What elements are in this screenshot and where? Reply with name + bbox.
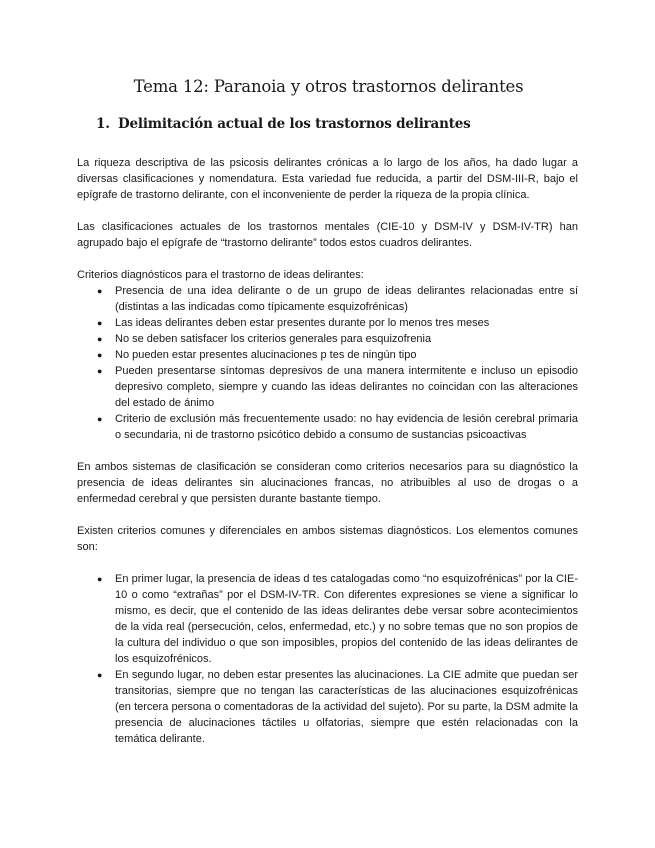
- paragraph-intro: La riqueza descriptiva de las psicosis delirantes crónicas a lo largo de los años, ha dado lugar a diversas clasificaciones y nomendatura. Esta variedad fue reducida, a partir del DSM-III-R, bajo el epígrafe de trastorno delirante, con el inconveniente de perder la riqueza de la propia clínica.: [77, 157, 578, 201]
- list-item: ● No se deben satisfacer los criterios generales para esquizofrenia: [97, 333, 432, 345]
- bullet-icon: ●: [97, 366, 103, 376]
- section-title: Delimitación actual de los trastornos delirantes: [118, 116, 471, 132]
- section-number: 1.: [96, 116, 110, 132]
- page-title: Tema 12: Paranoia y otros trastornos delirantes: [133, 77, 524, 96]
- bullet-icon: ●: [97, 574, 103, 584]
- bullet-icon: ●: [97, 414, 103, 424]
- list-item: ● Presencia de una idea delirante o de un grupo de ideas delirantes relacionadas entre sí (distintas a las indicadas como típicamente esquizofrénicas): [97, 285, 578, 313]
- paragraph-classifications: Las clasificaciones actuales de los trastornos mentales (CIE-10 y DSM-IV y DSM-IV-TR) han agrupado bajo el epígrafe de “trastorno delirante” todos estos cuadros delirantes.: [77, 221, 578, 249]
- list-item: ● Criterio de exclusión más frecuentemente usado: no hay evidencia de lesión cerebral primaria o secundaria, ni de trastorno psicótico debido a consumo de sustancias psicoactivas: [97, 413, 578, 441]
- list-item: ● No pueden estar presentes alucinaciones p tes de ningún tipo: [97, 349, 417, 361]
- bullet-icon: ●: [97, 334, 103, 344]
- paragraph-necessary-criteria: En ambos sistemas de clasificación se consideran como criterios necesarios para su diagnóstico la presencia de ideas delirantes sin alucinaciones francas, no atribuibles al uso de drogas o a enfermedad cerebral y que persisten durante bastante tiempo.: [77, 461, 578, 505]
- bullet-icon: ●: [97, 670, 103, 680]
- list-item: ● En segundo lugar, no deben estar presentes las alucinaciones. La CIE admite que puedan ser transitorias, siempre que no tengan las características de las alucinaciones esquizofrénicas (en tercera persona o comentadoras de la actividad del sujeto). Por su parte, la DSM admite la presencia de alucinaciones táctiles u olfatorias, siempre que estén relacionadas con la temática delirante.: [97, 669, 578, 745]
- bullet-icon: ●: [97, 318, 103, 328]
- common-elements-list: [77, 571, 578, 747]
- document-page: [77, 74, 578, 747]
- paragraph-criteria-lead: Criterios diagnósticos para el trastorno de ideas delirantes:: [77, 269, 364, 281]
- list-item: ● Pueden presentarse síntomas depresivos de una manera intermitente e incluso un episodio depresivo completo, siempre y cuando las ideas delirantes no coincidan con las alteraciones del estado de ánimo: [97, 365, 578, 409]
- bullet-icon: ●: [97, 286, 103, 296]
- section-heading: [77, 114, 578, 134]
- criteria-list: [77, 283, 578, 443]
- list-item: ● En primer lugar, la presencia de ideas d tes catalogadas como “no esquizofrénicas” por la CIE-10 o como “extrañas” por el DSM-IV-TR. Con diferentes expresiones se viene a significar lo mismo, es decir, que el contenido de las ideas delirantes debe versar sobre acontecimientos de la vida real (persecución, celos, enfermedad, etc.) y no sobre temas que no son propios de la cultura del individuo o que son imposibles, propios del contenido de las ideas delirantes de los esquizofrénicos.: [97, 573, 578, 665]
- paragraph-common-elements: Existen criterios comunes y diferenciales en ambos sistemas diagnósticos. Los elementos comunes son:: [77, 525, 578, 553]
- list-item: ● Las ideas delirantes deben estar presentes durante por lo menos tres meses: [97, 317, 490, 329]
- bullet-icon: ●: [97, 350, 103, 360]
